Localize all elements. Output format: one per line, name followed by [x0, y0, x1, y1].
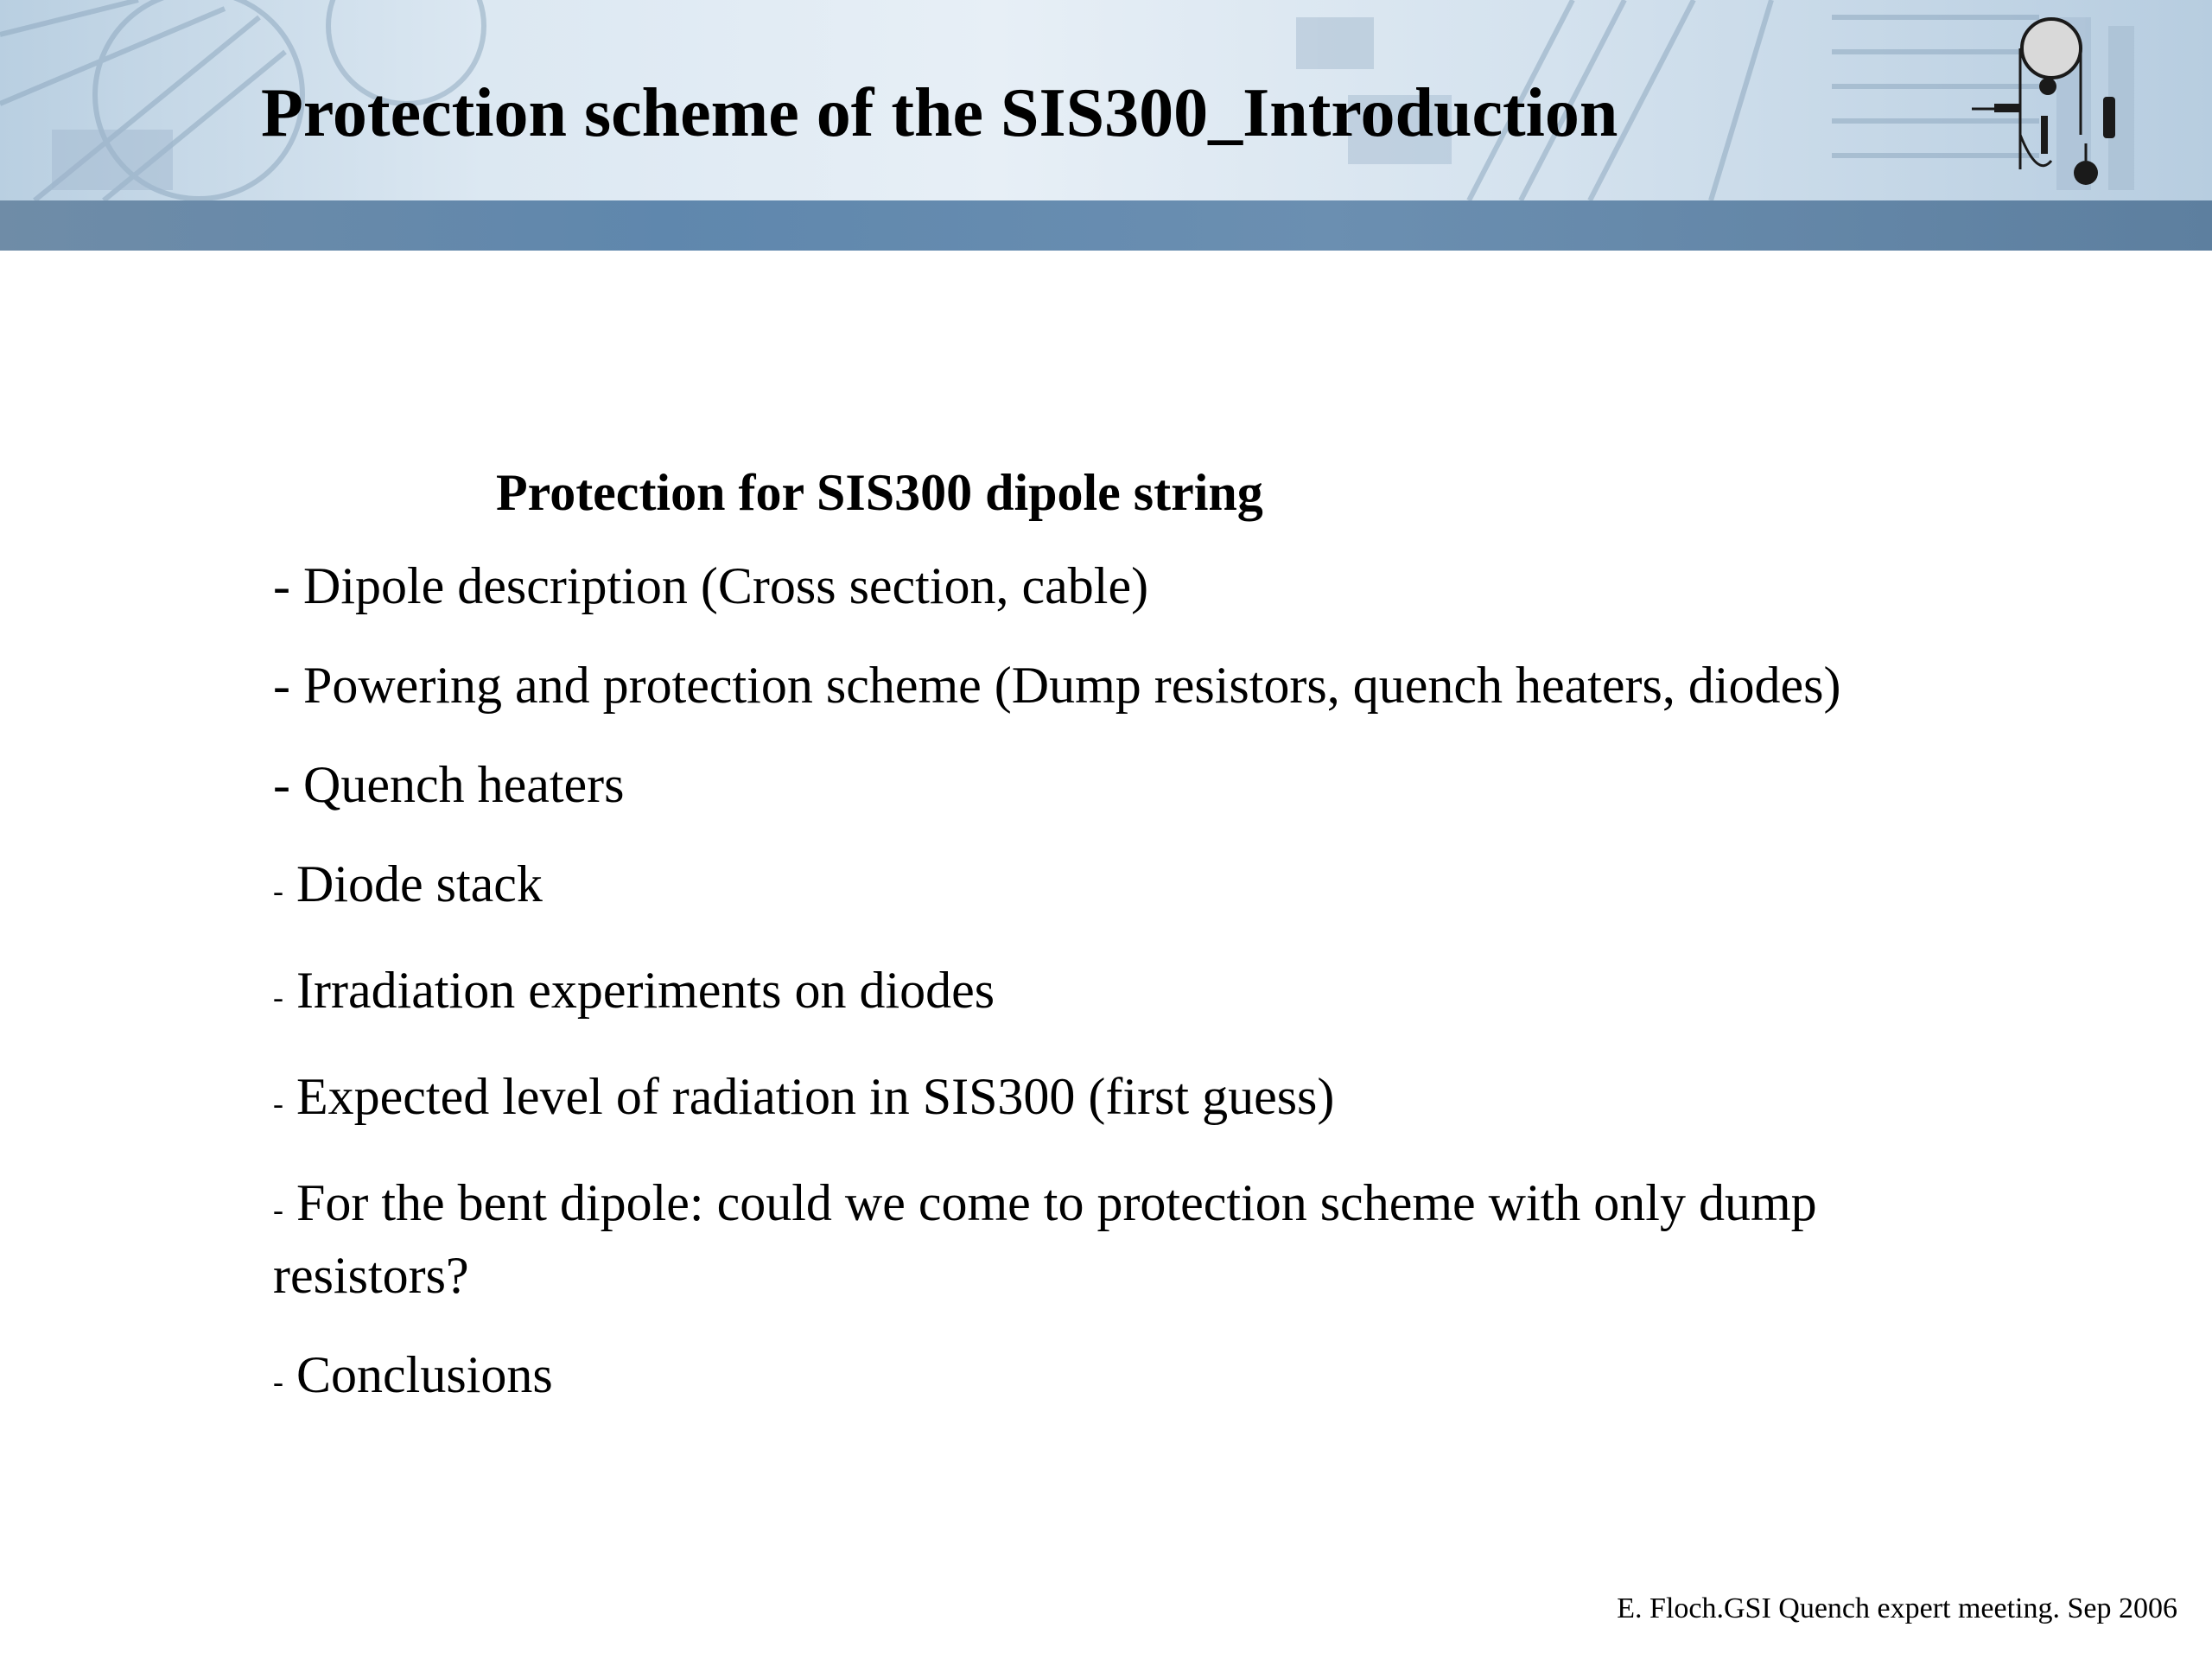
bullet-dash: - — [273, 756, 290, 813]
agenda-item-text: Quench heaters — [289, 756, 625, 813]
agenda-item-radiation-level — [273, 1064, 2001, 1136]
agenda-item-irradiation — [273, 957, 2001, 1030]
agenda-item-text: Powering and protection scheme (Dump resistors, quench heaters, diodes) — [289, 657, 1841, 714]
agenda-item-quench-heaters — [273, 752, 2001, 817]
agenda-item-diode-stack — [273, 851, 2001, 924]
agenda-item-text: Dipole description (Cross section, cable) — [289, 557, 1149, 614]
slide-subtitle: Protection for SIS300 dipole string — [496, 464, 1263, 521]
bullet-dash: - — [273, 874, 283, 908]
agenda-item-dipole-description — [273, 553, 2001, 619]
slide-header — [0, 0, 2212, 251]
bullet-dash: - — [273, 1086, 283, 1121]
agenda-item-conclusions — [273, 1342, 2001, 1414]
agenda-list — [273, 553, 2001, 1448]
agenda-item-text: Expected level of radiation in SIS300 (first guess) — [283, 1068, 1335, 1125]
agenda-item-bent-dipole — [273, 1170, 1967, 1308]
agenda-item-text: Conclusions — [283, 1346, 553, 1403]
slide-title: Protection scheme of the SIS300_Introduction — [261, 75, 1618, 151]
bullet-dash: - — [273, 1364, 283, 1399]
bullet-dash: - — [273, 980, 283, 1014]
agenda-item-text: Diode stack — [283, 855, 543, 912]
bullet-dash: - — [273, 557, 290, 614]
agenda-item-powering-protection — [273, 652, 2001, 718]
agenda-item-text: For the bent dipole: could we come to protection scheme with only dump resistors? — [273, 1174, 1817, 1304]
magnet-logo-icon — [1968, 14, 2141, 195]
bullet-dash: - — [273, 1192, 283, 1227]
slide-footer: E. Floch.GSI Quench expert meeting. Sep 2006 — [1617, 1592, 2177, 1624]
agenda-item-text: Irradiation experiments on diodes — [283, 962, 995, 1019]
bullet-dash: - — [273, 657, 290, 714]
header-band — [0, 200, 2212, 251]
